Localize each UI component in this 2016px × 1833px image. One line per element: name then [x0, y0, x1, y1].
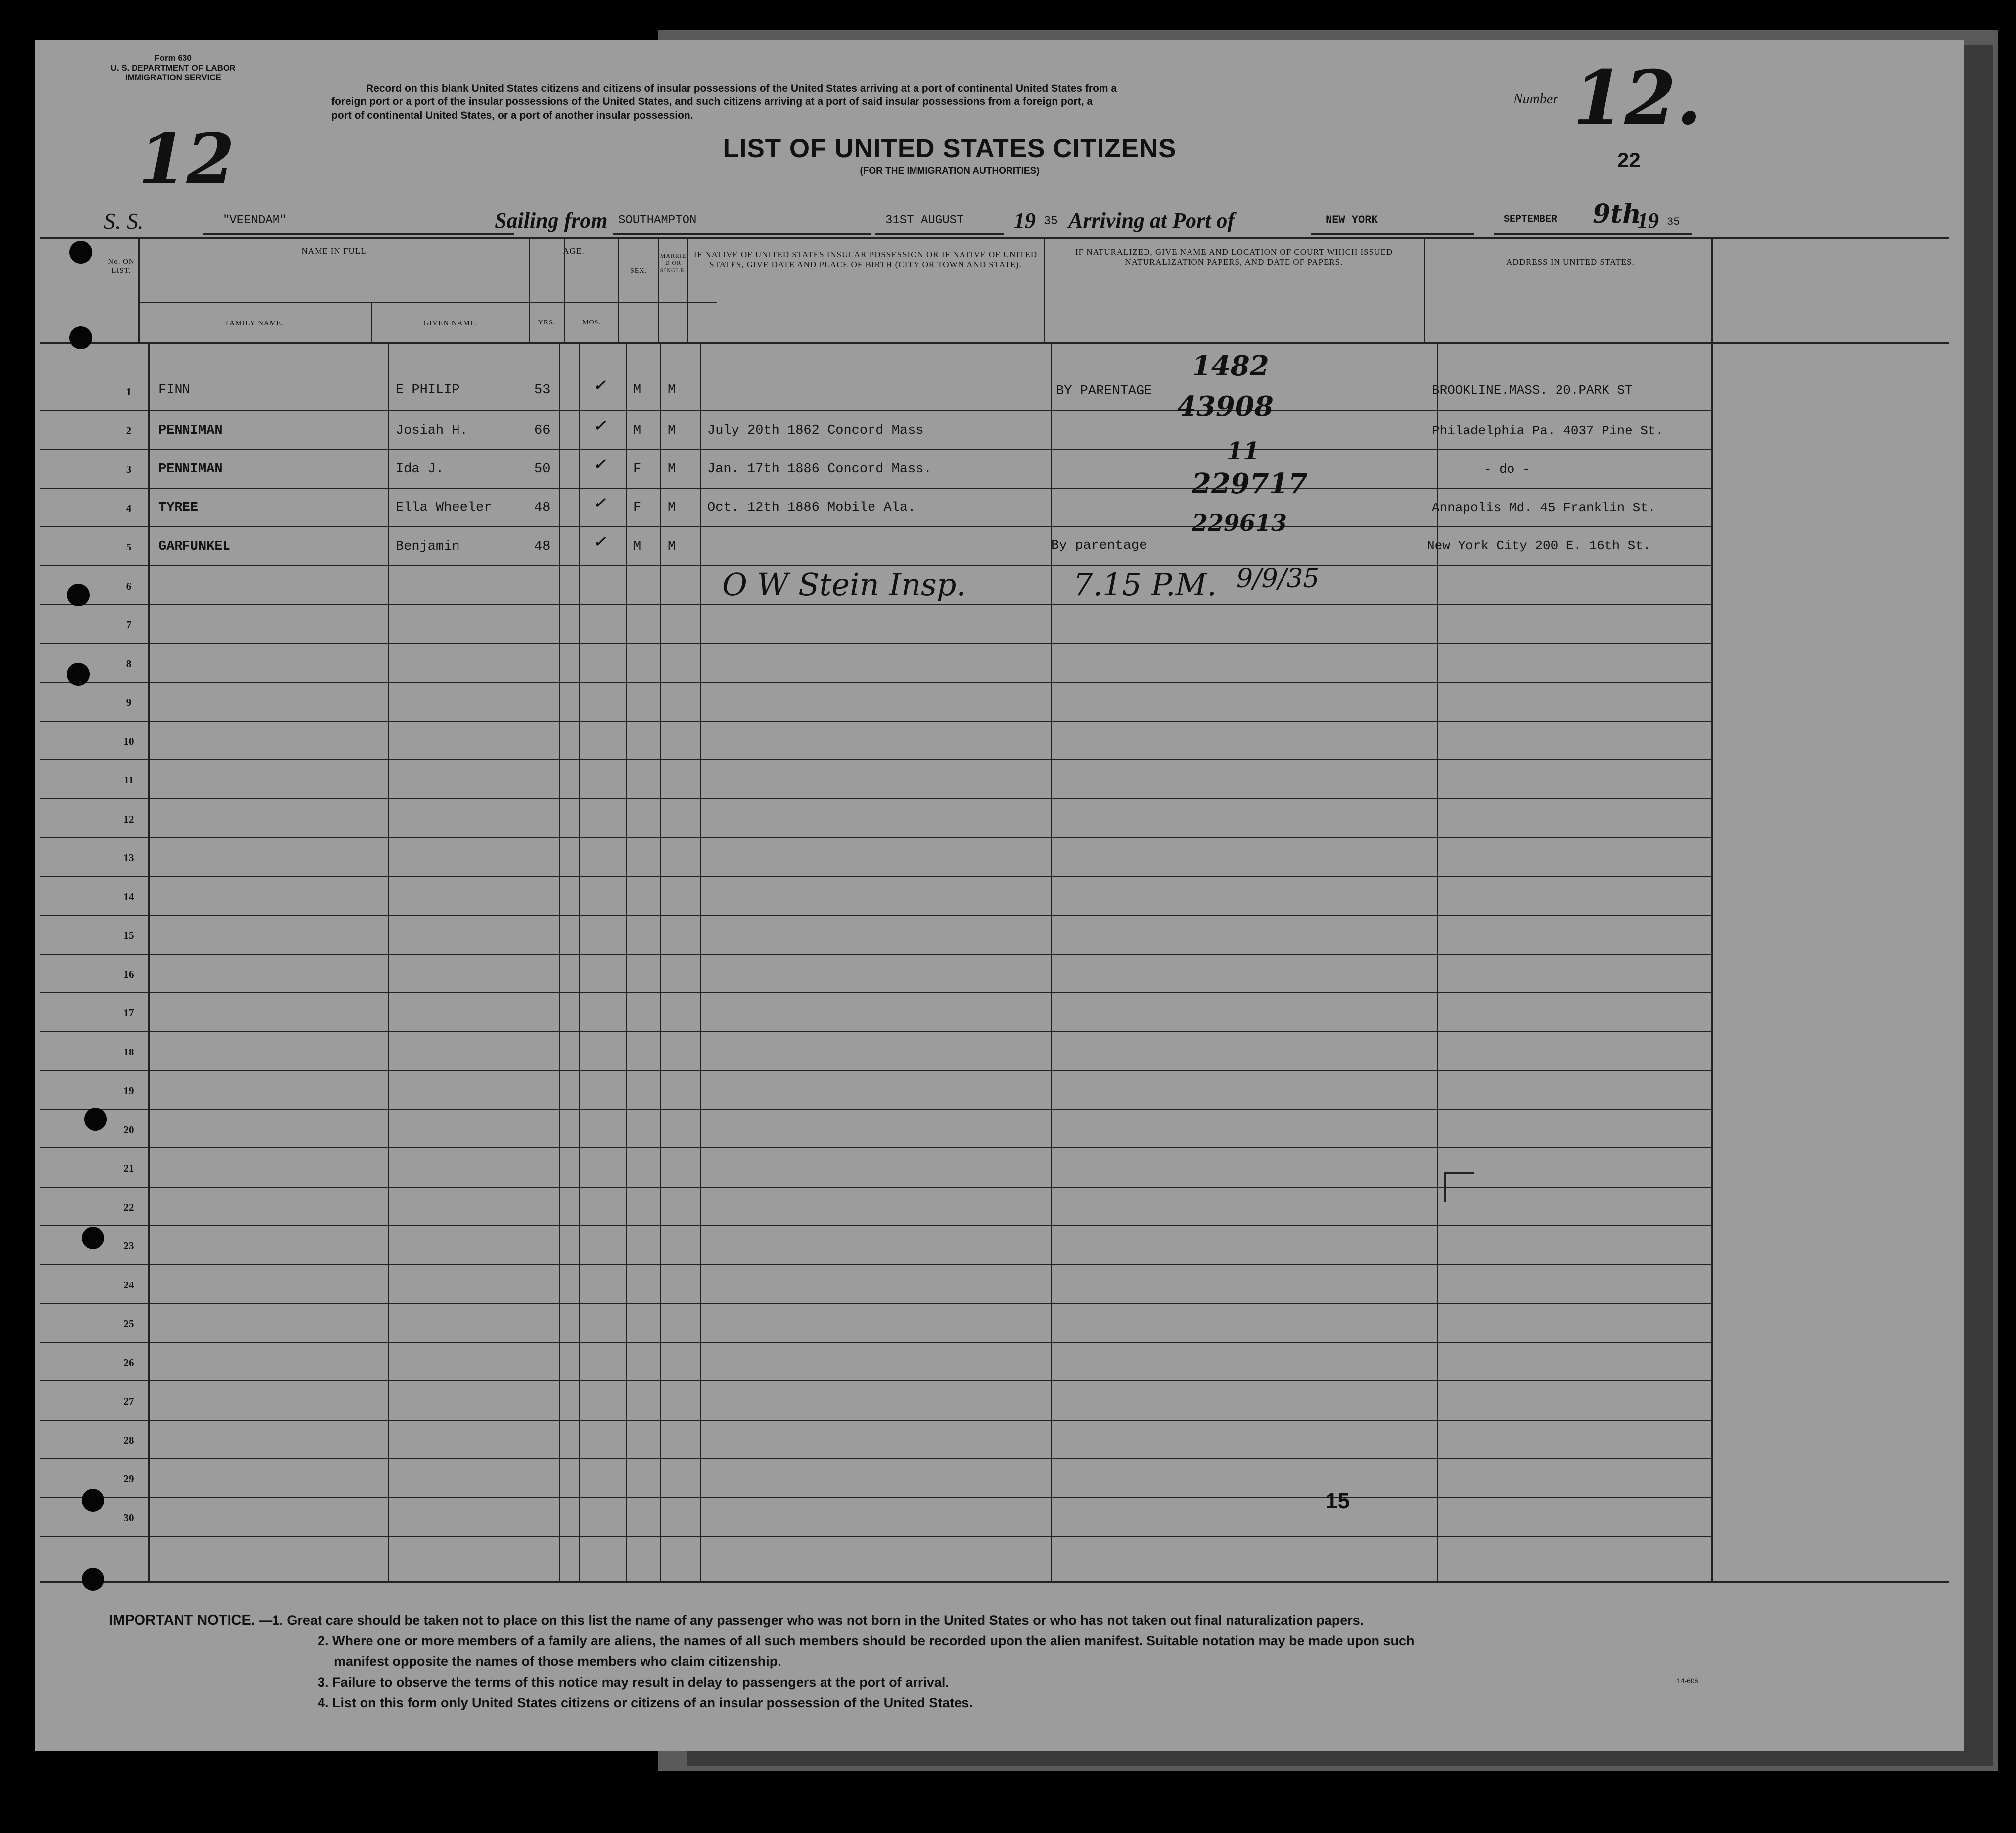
row-rule — [40, 759, 1711, 760]
service-label: IMMIGRATION SERVICE — [125, 73, 221, 83]
binder-hole — [67, 663, 90, 686]
row-rule — [40, 1070, 1711, 1071]
row-number: 22 — [123, 1201, 134, 1213]
inspector-signature: O W Stein Insp. — [722, 566, 966, 602]
naturalization-details: BY PARENTAGE — [1056, 384, 1152, 399]
row-rule — [40, 1187, 1711, 1188]
row-rule — [40, 604, 1711, 605]
age-years: 66 — [534, 423, 550, 438]
row-rule — [40, 1031, 1711, 1032]
row-number: 16 — [123, 968, 134, 980]
row-number: 13 — [123, 852, 134, 864]
row-number: 29 — [123, 1473, 134, 1485]
row-number: 25 — [123, 1318, 134, 1329]
instructions-line-3: port of continental United States, or a port of another insular possession. — [331, 109, 693, 121]
binder-hole — [82, 1568, 104, 1591]
sex: M — [633, 383, 641, 398]
sex: F — [633, 462, 641, 477]
row-number: 30 — [123, 1512, 134, 1524]
row-rule — [40, 915, 1711, 916]
binder-hole — [69, 241, 92, 264]
birth-details: Oct. 12th 1886 Mobile Ala. — [707, 501, 916, 515]
row-number: 23 — [123, 1240, 134, 1252]
family-name: PENNIMAN — [158, 423, 223, 438]
binder-hole — [69, 326, 92, 349]
age-years: 48 — [534, 501, 550, 515]
port-from: SOUTHAMPTON — [618, 214, 697, 227]
age-years: 48 — [534, 539, 550, 554]
col-married-single: MARRIED OR SINGLE. — [660, 252, 687, 274]
row-number: 7 — [126, 619, 132, 631]
year-prefix-2: 19 — [1637, 208, 1659, 232]
notice-item-2: 2. Where one or more members of a family are aliens, the names of all such members should be recorded upon the alien manifest. Suitable notation may be made upon such — [318, 1633, 1415, 1648]
binder-hole — [84, 1108, 107, 1131]
form-code: 14-606 — [1677, 1677, 1698, 1685]
age-years: 53 — [534, 383, 550, 398]
col-no-on-list: No. ON LIST. — [108, 258, 135, 275]
number-value: 12. — [1573, 54, 1702, 141]
col-family-name: FAMILY NAME. — [226, 320, 284, 327]
row-number: 20 — [123, 1124, 134, 1136]
row-rule — [40, 1264, 1711, 1265]
row-rule — [40, 1380, 1711, 1381]
age-months-check: ✓ — [594, 377, 606, 394]
row-rule — [40, 721, 1711, 722]
birth-details: July 20th 1862 Concord Mass — [707, 423, 924, 438]
row-number: 14 — [123, 891, 134, 903]
date-from: 31ST AUGUST — [885, 214, 964, 227]
page-subtitle: (FOR THE IMMIGRATION AUTHORITIES) — [860, 166, 1040, 176]
col-sex: SEX. — [630, 267, 647, 275]
col-mos: MOS. — [582, 319, 601, 326]
binder-hole — [82, 1227, 104, 1249]
row-number: 3 — [126, 463, 132, 475]
ship-name: "VEENDAM" — [223, 214, 287, 227]
certificate-number: 43908 — [1177, 390, 1274, 423]
col-address: ADDRESS IN UNITED STATES. — [1506, 257, 1635, 267]
page-title: LIST OF UNITED STATES CITIZENS — [723, 134, 1177, 163]
row-number: 4 — [126, 503, 132, 514]
us-address: - do - — [1484, 462, 1530, 477]
form-number: Form 630 — [154, 53, 192, 63]
marital-status: M — [668, 501, 676, 515]
row-number: 5 — [126, 541, 132, 553]
row-rule — [40, 1303, 1711, 1304]
notice-item-2-cont: manifest opposite the names of those members who claim citizenship. — [334, 1654, 781, 1669]
col-naturalized: IF NATURALIZED, GIVE NAME AND LOCATION OF COURT WHICH ISSUED NATURALIZATION PAPERS, AND DATE OF PAPERS. — [1075, 247, 1393, 267]
birth-details: Jan. 17th 1886 Concord Mass. — [707, 462, 932, 477]
row-number: 24 — [123, 1279, 134, 1291]
row-number: 11 — [124, 774, 134, 786]
family-name: GARFUNKEL — [158, 539, 230, 554]
row-rule — [40, 682, 1711, 683]
number-label: Number — [1513, 92, 1558, 107]
notice-item-1: —1. Great care should be taken not to place on this list the name of any passenger who was not born in the United States or who has not taken out final naturalization papers. — [259, 1613, 1364, 1628]
department-label: U. S. DEPARTMENT OF LABOR — [110, 63, 236, 73]
row-number: 8 — [126, 658, 132, 670]
marital-status: M — [668, 539, 676, 554]
form-id — [69, 53, 277, 83]
arrival-year: 35 — [1667, 216, 1680, 228]
sailing-label: Sailing from — [495, 208, 608, 232]
table-row — [40, 437, 1711, 490]
family-name: FINN — [158, 383, 190, 398]
col-given-name: GIVEN NAME. — [423, 320, 478, 327]
row-number: 9 — [126, 696, 132, 708]
instructions-line-1: Record on this blank United States citizens and citizens of insular possessions of the United States arriving at a port of continental United States from a — [366, 83, 1117, 94]
age-months-check: ✓ — [594, 533, 606, 550]
row-number: 15 — [123, 929, 134, 941]
instructions-line-2: foreign port or a port of the insular possessions of the United States, and such citizens arriving at a port of said insular possessions from a foreign port, a — [331, 96, 1093, 108]
row-rule — [40, 643, 1711, 644]
notice-item-4: 4. List on this form only United States citizens or citizens of an insular possession of the United States. — [318, 1696, 973, 1710]
sex: M — [633, 539, 641, 554]
given-name: Ella Wheeler — [396, 501, 492, 515]
row-rule — [40, 1109, 1711, 1110]
year-from: 35 — [1044, 215, 1058, 228]
marital-status: M — [668, 462, 676, 477]
col-native: IF NATIVE OF UNITED STATES INSULAR POSSESSION OR IF NATIVE OF UNITED STATES, GIVE DATE AND PLACE OF BIRTH (CITY OR TOWN AND STATE). — [693, 250, 1038, 270]
family-name: PENNIMAN — [158, 462, 223, 477]
sex: F — [633, 501, 641, 515]
arrival-day: 9th — [1593, 199, 1642, 229]
arriving-label: Arriving at Port of — [1068, 208, 1235, 232]
row-rule — [40, 1147, 1711, 1148]
row-number: 12 — [123, 813, 134, 825]
row-number: 17 — [123, 1007, 134, 1019]
age-months-check: ✓ — [594, 417, 606, 435]
row-rule — [40, 954, 1711, 955]
row-rule — [40, 1420, 1711, 1421]
row-rule — [40, 876, 1711, 877]
given-name: Josiah H. — [396, 423, 468, 438]
naturalization-details: By parentage — [1051, 538, 1147, 553]
sex: M — [633, 423, 641, 438]
age-months-check: ✓ — [594, 456, 606, 473]
row-number: 27 — [123, 1395, 134, 1407]
marital-status: M — [668, 423, 676, 438]
age-months-check: ✓ — [594, 495, 606, 512]
col-name-in-full: NAME IN FULL — [301, 246, 367, 256]
row-rule — [40, 798, 1711, 799]
row-number: 28 — [123, 1434, 134, 1446]
us-address: New York City 200 E. 16th St. — [1427, 538, 1651, 553]
given-name: Ida J. — [396, 462, 444, 477]
handwritten-number: 12 — [138, 119, 235, 200]
year-prefix-1: 19 — [1014, 208, 1036, 232]
row-number: 10 — [123, 735, 134, 747]
row-rule — [40, 1458, 1711, 1459]
notice-item-3: 3. Failure to observe the terms of this notice may result in delay to passengers at the port of arrival. — [318, 1675, 949, 1690]
row-rule — [40, 992, 1711, 993]
table-row — [40, 350, 1711, 411]
col-age: AGE. — [563, 246, 585, 256]
row-number: 21 — [123, 1162, 134, 1174]
arrival-month: SEPTEMBER — [1504, 214, 1558, 225]
binder-hole — [67, 584, 90, 606]
us-address: BROOKLINE.MASS. 20.PARK ST — [1432, 383, 1633, 398]
row-number: 2 — [126, 425, 132, 437]
row-number: 1 — [126, 386, 132, 398]
marital-status: M — [668, 383, 676, 398]
us-address: Philadelphia Pa. 4037 Pine St. — [1432, 423, 1664, 438]
passenger-count: 15 — [1326, 1489, 1350, 1513]
instructions — [331, 82, 1518, 122]
certificate-number: 229717 — [1192, 467, 1308, 500]
inspection-date: 9/9/35 — [1237, 564, 1320, 594]
certificate-number: 1482 — [1192, 350, 1269, 382]
row-rule — [40, 1342, 1711, 1343]
family-name: TYREE — [158, 501, 199, 515]
binder-hole — [82, 1489, 104, 1512]
us-address: Annapolis Md. 45 Franklin St. — [1432, 501, 1656, 515]
manifest-sheet — [35, 40, 1964, 1751]
row-rule — [40, 1497, 1711, 1498]
page-number: 22 — [1617, 148, 1641, 172]
row-number: 18 — [123, 1046, 134, 1058]
inspection-time: 7.15 P.M. — [1073, 566, 1217, 602]
row-rule — [40, 837, 1711, 838]
certificate-number: 229613 — [1192, 509, 1287, 536]
ss-label: S. S. — [104, 208, 144, 233]
col-yrs: YRS. — [538, 319, 555, 326]
given-name: Benjamin — [396, 539, 460, 554]
table-row — [40, 509, 1711, 567]
notice-label: IMPORTANT NOTICE. — [109, 1612, 255, 1628]
row-number: 26 — [123, 1357, 134, 1369]
age-years: 50 — [534, 462, 550, 477]
row-number: 6 — [126, 580, 132, 592]
row-rule — [40, 1225, 1711, 1226]
row-number: 19 — [123, 1085, 134, 1097]
port-to: NEW YORK — [1326, 214, 1378, 226]
given-name: E PHILIP — [396, 383, 460, 398]
row-rule — [40, 1536, 1711, 1537]
certificate-number: 11 — [1227, 437, 1260, 465]
passenger-table — [40, 237, 1949, 1583]
